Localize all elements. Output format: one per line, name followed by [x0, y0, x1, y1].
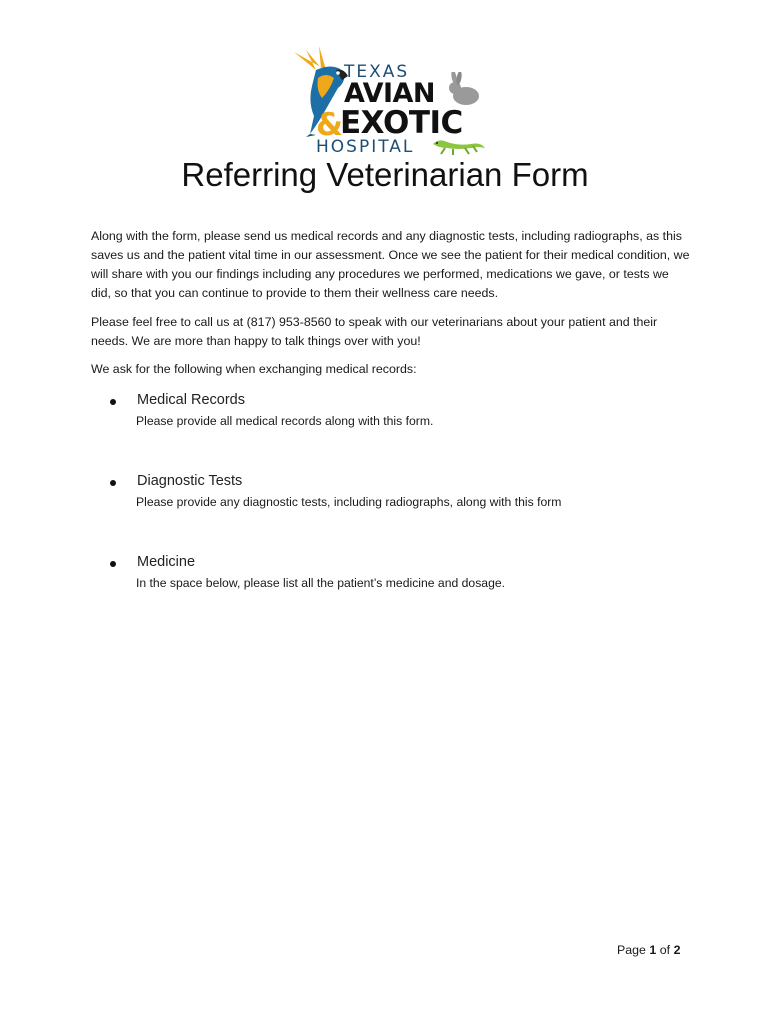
logo-ampersand: &	[316, 107, 344, 143]
page-word: Page	[617, 943, 646, 957]
of-word: of	[659, 943, 671, 957]
item-text: In the space below, please list all the patient’s medicine and dosage.	[136, 576, 506, 590]
item-heading: Medicine	[137, 554, 196, 570]
hospital-logo	[286, 42, 486, 157]
logo-avian: AVIAN	[344, 78, 435, 109]
page-title: Referring Veterinarian Form	[181, 156, 589, 193]
bullet-icon	[110, 480, 116, 486]
current-page: 1	[649, 943, 657, 957]
bullet-icon	[110, 399, 116, 405]
item-heading: Medical Records	[137, 392, 245, 408]
logo-exotic: EXOTIC	[340, 105, 463, 141]
request-paragraph: We ask for the following when exchanging medical records:	[91, 362, 417, 376]
contact-paragraph: Please feel free to call us at (817) 953-8560 to speak with our veterinarians about your patient and their needs. We are more than happy to talk things over with you!	[91, 315, 658, 348]
page-number	[617, 943, 680, 957]
logo-texas: TEXAS	[344, 62, 410, 82]
item-text: Please provide all medical records along with this form.	[136, 414, 434, 428]
intro-paragraph: Along with the form, please send us medical records and any diagnostic tests, including radiographs, as this saves us and the patient vital time in our assessment. Once we see the patient for their medical condition, we will share with you our findings including any procedures we performed, medications we gave, or tests we did, so that you can continue to provide to them their wellness care needs.	[91, 229, 690, 300]
logo-hospital: HOSPITAL	[316, 137, 415, 157]
item-heading: Diagnostic Tests	[137, 473, 243, 489]
bullet-icon	[110, 561, 116, 567]
total-pages: 2	[673, 943, 681, 957]
item-text: Please provide any diagnostic tests, including radiographs, along with this form	[136, 495, 562, 509]
rabbit-icon	[446, 72, 482, 108]
